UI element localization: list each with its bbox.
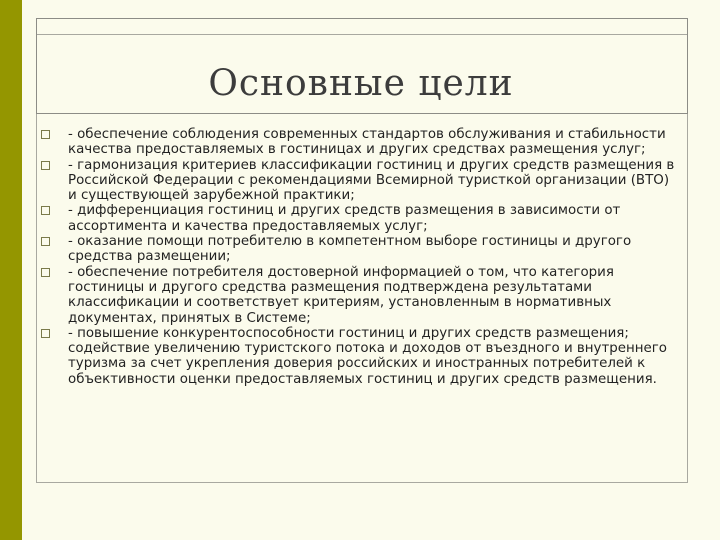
square-bullet-icon — [41, 329, 50, 338]
list-item — [36, 326, 686, 387]
list-item — [36, 203, 686, 234]
list-item-text: - оказание помощи потребителю в компетентном выборе гостиницы и другого средства размещении; — [68, 234, 632, 265]
list-item — [36, 127, 686, 158]
list-item-text: - обеспечение потребителя достоверной информацией о том, что категория гостиницы и другого средства размещения подтверждена результатами классификации и соответствует критериям, установленным в нормативных документах, принятых в Системе; — [68, 264, 614, 326]
list-item-text: - гармонизация критериев классификации гостиниц и других средств размещения в Российской Федерации с рекомендациями Всемирной туристкой организации (ВТО) и существующей зарубежной практики; — [68, 157, 675, 204]
goals-list — [36, 127, 686, 387]
slide-title: Основные цели — [208, 63, 514, 104]
square-bullet-icon — [41, 206, 50, 215]
list-item-text: - обеспечение соблюдения современных стандартов обслуживания и стабильности качества предоставляемых в гостиницах и других средствах размещения услуг; — [68, 127, 666, 158]
square-bullet-icon — [41, 268, 50, 277]
list-item — [36, 265, 686, 326]
list-item-text: - повышение конкурентоспособности гостиниц и других средств размещения; содействие увеличению туристского потока и доходов от въездного и внутреннего туризма за счет укрепления доверия российских и иностранных потребителей к объективности оценки предоставляемых гостиниц и других средств размещения. — [68, 325, 667, 387]
list-item-text: - дифференциация гостиниц и других средств размещения в зависимости от ассортимента и качества предоставляемых услуг; — [68, 203, 621, 234]
list-item — [36, 234, 686, 265]
list-item — [36, 158, 686, 204]
square-bullet-icon — [41, 130, 50, 139]
square-bullet-icon — [41, 237, 50, 246]
square-bullet-icon — [41, 161, 50, 170]
side-stripe — [0, 0, 22, 540]
